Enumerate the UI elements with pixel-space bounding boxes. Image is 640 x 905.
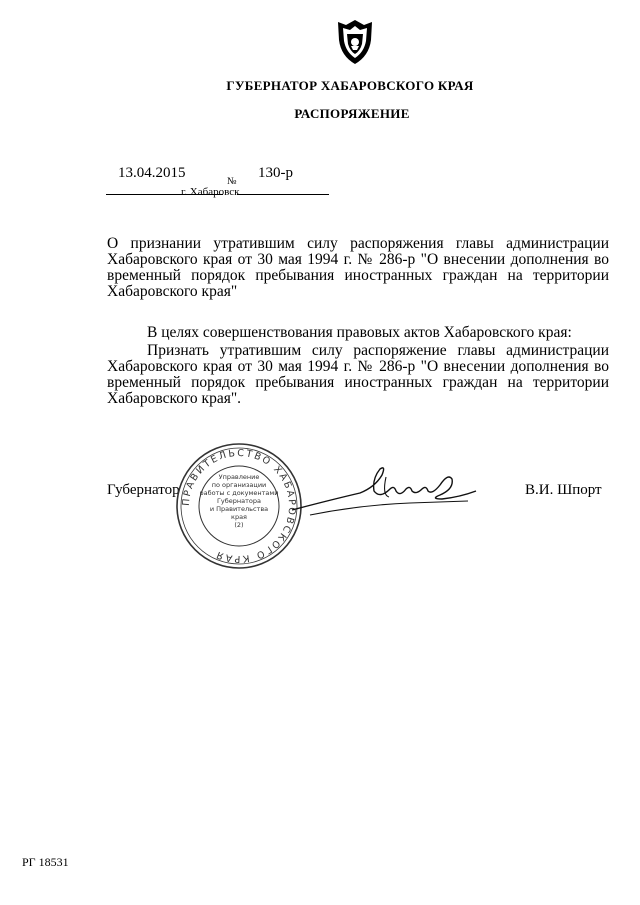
number-sign: № bbox=[227, 176, 237, 187]
registration-code: РГ 18531 bbox=[22, 855, 69, 869]
handwritten-signature bbox=[290, 455, 480, 525]
signatory-name: В.И. Шпорт bbox=[525, 482, 602, 498]
issuing-authority: ГУБЕРНАТОР ХАБАРОВСКОГО КРАЯ bbox=[226, 78, 474, 93]
issue-city: г. Хабаровск bbox=[181, 186, 240, 198]
stamp-line: работы с документами bbox=[199, 489, 279, 497]
signatory-position: Губернатор bbox=[107, 482, 180, 498]
coat-of-arms-icon bbox=[333, 16, 377, 68]
document-number: 130-р bbox=[258, 165, 293, 181]
official-stamp bbox=[174, 441, 304, 571]
stamp-line: Управление bbox=[218, 473, 260, 481]
stamp-line: и Правительства bbox=[209, 505, 269, 513]
document-date: 13.04.2015 bbox=[118, 165, 186, 181]
document-subject: О признании утратившим силу распоряжения главы администрации Хабаровского края от 30 мая 1994 г. № 286-р "О внесении дополнения во временный порядок пребывания иностранных граждан на территории Хабаровского края" bbox=[107, 235, 609, 300]
stamp-line: Губернатора bbox=[216, 497, 262, 505]
stamp-line: по организации bbox=[211, 481, 267, 489]
number-underline bbox=[237, 194, 329, 195]
stamp-line: края bbox=[231, 513, 247, 521]
paragraph-purpose: В целях совершенствования правовых актов Хабаровского края: bbox=[147, 324, 572, 341]
stamp-line: (2) bbox=[234, 521, 244, 529]
document-type: РАСПОРЯЖЕНИЕ bbox=[294, 106, 410, 121]
paragraph-decision: Признать утратившим силу распоряжение главы администрации Хабаровского края от 30 мая 1994 г. № 286-р "О внесении дополнения во временный порядок пребывания иностранных граждан на территории Хабаровского края". bbox=[107, 342, 609, 407]
stamp-outer-text: ПРАВИТЕЛЬСТВО ХАБАРОВСКОГО КРАЯ bbox=[180, 447, 298, 565]
